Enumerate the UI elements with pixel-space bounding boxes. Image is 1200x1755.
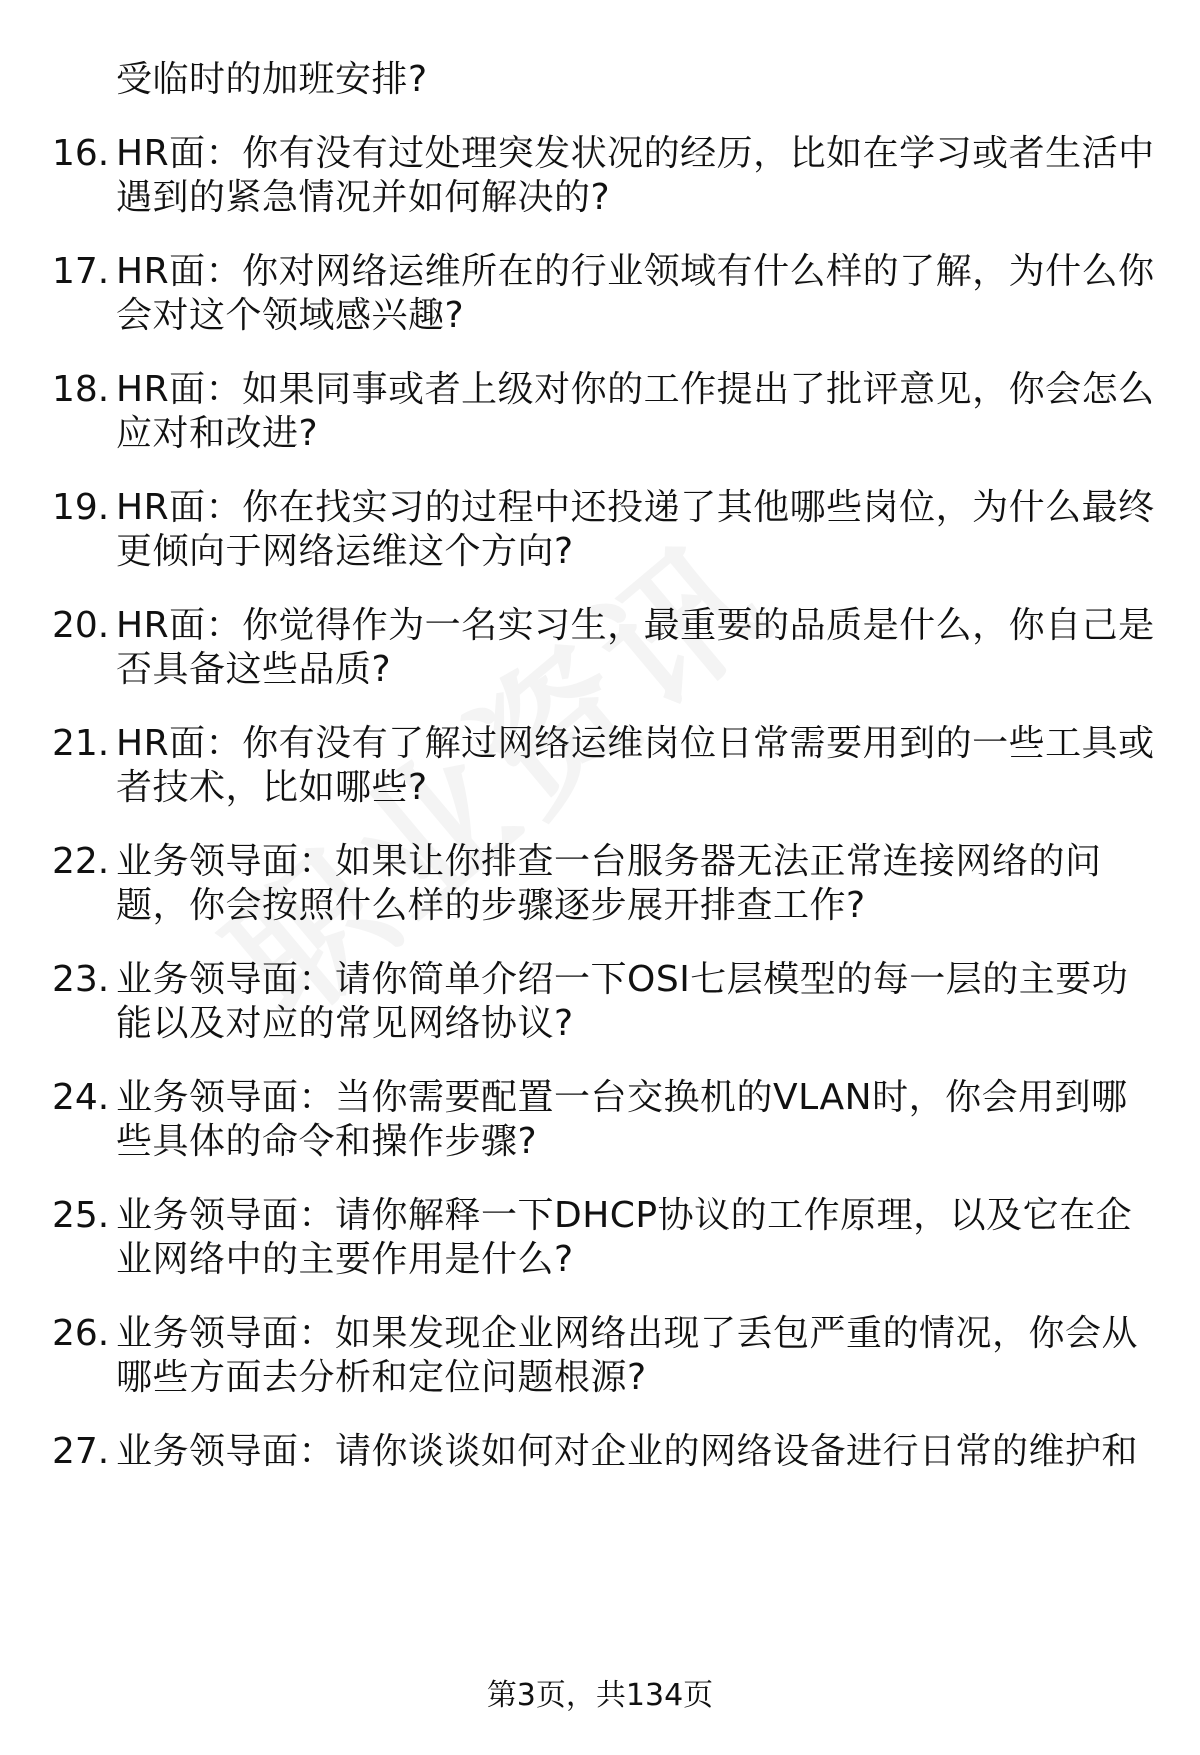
- question-number: 18.: [52, 369, 110, 410]
- question-line: 业网络中的主要作用是什么?: [116, 1239, 574, 1280]
- question-number: 20.: [52, 605, 110, 646]
- question-number: 26.: [52, 1313, 110, 1354]
- question-line: HR面：如果同事或者上级对你的工作提出了批评意见，你会怎么: [116, 369, 1155, 410]
- question-line: 业务领导面：如果发现企业网络出现了丢包严重的情况，你会从: [116, 1313, 1139, 1354]
- question-line: 能以及对应的常见网络协议?: [116, 1003, 574, 1044]
- question-line: 应对和改进?: [116, 413, 319, 454]
- question-number: 16.: [52, 133, 110, 174]
- question-number: 24.: [52, 1077, 110, 1118]
- question-number: 17.: [52, 251, 110, 292]
- question-number: 19.: [52, 487, 110, 528]
- question-line: 受临时的加班安排?: [116, 59, 428, 100]
- question-line: 业务领导面：请你谈谈如何对企业的网络设备进行日常的维护和: [116, 1431, 1139, 1472]
- question-number: 23.: [52, 959, 110, 1000]
- question-line: 哪些方面去分析和定位问题根源?: [116, 1357, 647, 1398]
- question-line: 业务领导面：请你解释一下DHCP协议的工作原理，以及它在企: [116, 1195, 1133, 1236]
- question-line: 否具备这些品质?: [116, 649, 392, 690]
- question-line: 些具体的命令和操作步骤?: [116, 1121, 538, 1162]
- question-line: HR面：你觉得作为一名实习生，最重要的品质是什么，你自己是: [116, 605, 1155, 646]
- question-number: 22.: [52, 841, 110, 882]
- question-line: HR面：你有没有过处理突发状况的经历，比如在学习或者生活中: [116, 133, 1155, 174]
- question-line: HR面：你对网络运维所在的行业领域有什么样的了解，为什么你: [116, 251, 1155, 292]
- question-number: 27.: [52, 1431, 110, 1472]
- question-line: HR面：你有没有了解过网络运维岗位日常需要用到的一些工具或: [116, 723, 1155, 764]
- page-footer: 第3页，共134页: [486, 1678, 714, 1713]
- question-line: 业务领导面：当你需要配置一台交换机的VLAN时，你会用到哪: [116, 1077, 1128, 1118]
- question-line: 会对这个领域感兴趣?: [116, 295, 465, 336]
- question-number: 21.: [52, 723, 110, 764]
- question-line: 遇到的紧急情况并如何解决的?: [116, 177, 611, 218]
- question-line: 者技术，比如哪些?: [116, 767, 428, 808]
- question-line: HR面：你在找实习的过程中还投递了其他哪些岗位，为什么最终: [116, 487, 1155, 528]
- question-line: 更倾向于网络运维这个方向?: [116, 531, 574, 572]
- question-line: 业务领导面：如果让你排查一台服务器无法正常连接网络的问: [116, 841, 1102, 882]
- question-line: 业务领导面：请你简单介绍一下OSI七层模型的每一层的主要功: [116, 959, 1129, 1000]
- question-line: 题，你会按照什么样的步骤逐步展开排查工作?: [116, 885, 866, 926]
- question-number: 25.: [52, 1195, 110, 1236]
